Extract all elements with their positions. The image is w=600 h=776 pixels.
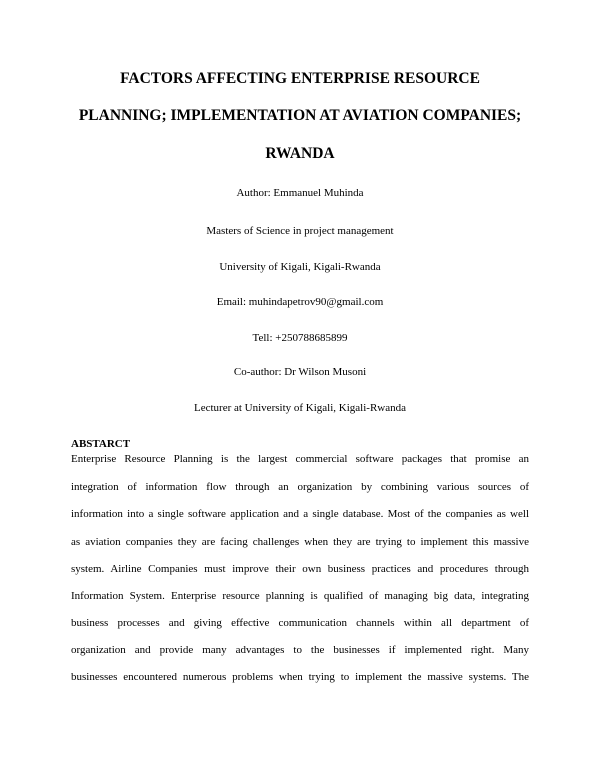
- abstract-line: as aviation companies they are facing challenges when they are trying to implement this massive: [71, 536, 529, 548]
- tel-line: Tell: +250788685899: [252, 332, 348, 344]
- coauthor-line: Co-author: Dr Wilson Musoni: [233, 366, 367, 378]
- degree-line: Masters of Science in project management: [206, 225, 394, 237]
- paper-title-line-1: FACTORS AFFECTING ENTERPRISE RESOURCE: [120, 70, 480, 87]
- abstract-line: businesses encountered numerous problems when trying to implement the massive systems. The: [71, 671, 529, 683]
- abstract-line: information into a single software application and a single database. Most of the companies as well: [71, 508, 529, 520]
- university-line: University of Kigali, Kigali-Rwanda: [219, 261, 381, 273]
- abstract-line: Information System. Enterprise resource planning is qualified of managing big data, integrating: [71, 590, 529, 602]
- abstract-heading: ABSTARCT: [71, 438, 131, 450]
- abstract-line: organization and provide many advantages to the businesses if implemented right. Many: [71, 644, 529, 656]
- author-line: Author: Emmanuel Muhinda: [236, 187, 364, 199]
- abstract-line: system. Airline Companies must improve their own business practices and procedures through: [71, 563, 529, 575]
- abstract-line: Enterprise Resource Planning is the largest commercial software packages that promise an: [71, 453, 529, 465]
- abstract-line: integration of information flow through an organization by combining various sources of: [71, 481, 529, 493]
- email-line: Email: muhindapetrov90@gmail.com: [216, 296, 384, 308]
- paper-title-line-3: RWANDA: [265, 145, 335, 162]
- paper-title-line-2: PLANNING; IMPLEMENTATION AT AVIATION COMPANIES;: [78, 107, 522, 124]
- abstract-line: business processes and giving effective communication channels within all department of: [71, 617, 529, 629]
- coauthor-affiliation-line: Lecturer at University of Kigali, Kigali-Rwanda: [194, 402, 406, 414]
